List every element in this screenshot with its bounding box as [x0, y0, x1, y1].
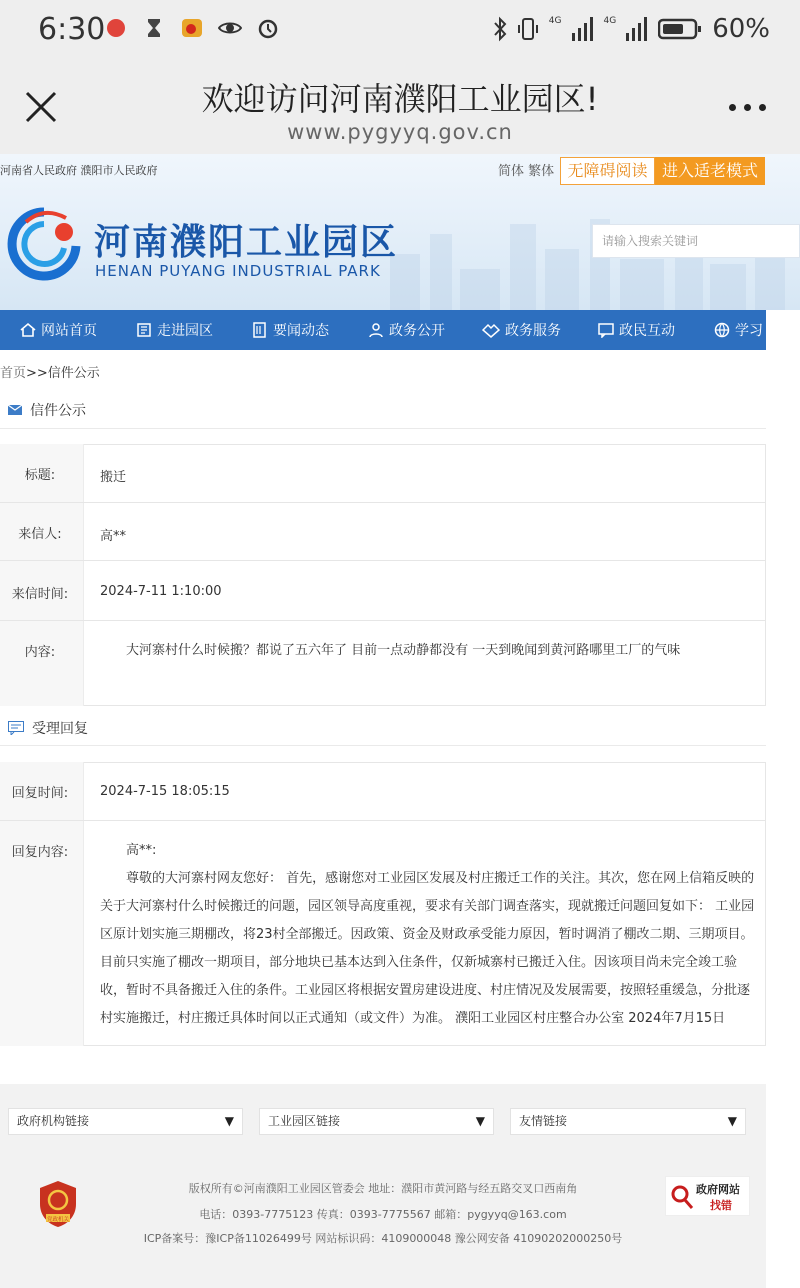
- reply-content-label: 回复内容:: [11, 845, 69, 860]
- home-icon: [20, 322, 36, 338]
- park-logo-icon: [6, 206, 82, 282]
- divider: [0, 428, 766, 429]
- nav-study-label: 学习: [735, 323, 763, 339]
- main-nav: [0, 310, 766, 350]
- elder-mode-button[interactable]: 进入适老模式: [655, 157, 765, 185]
- gov-site-error-badge[interactable]: [665, 1176, 750, 1216]
- table-row: [0, 762, 766, 820]
- status-right: [493, 14, 770, 44]
- gov-links-select-label: 政府机构链接: [17, 1114, 90, 1128]
- park-links-select-label: 工业园区链接: [268, 1114, 341, 1128]
- book-icon: [136, 322, 152, 338]
- reply-icon: [8, 721, 24, 735]
- hourglass-icon: [142, 16, 166, 40]
- table-row: [0, 620, 766, 706]
- nav-home-label: 网站首页: [41, 323, 97, 339]
- bluetooth-icon: [493, 16, 507, 42]
- letter-time-label: 来信时间:: [11, 587, 69, 602]
- friend-links-select-label: 友情链接: [519, 1114, 568, 1128]
- battery-percent: 60%: [712, 14, 770, 44]
- eye-icon: [218, 16, 242, 40]
- nav-news-label: 要闻动态: [273, 323, 329, 339]
- news-icon: [252, 322, 268, 338]
- page-title: 欢迎访问河南濮阳工业园区!: [201, 80, 599, 118]
- nav-gov-open-label: 政务公开: [389, 323, 445, 339]
- letter-time-value: 2024-7-11 1:10:00: [100, 584, 222, 599]
- status-bar: [0, 0, 800, 62]
- letter-content-label: 内容:: [24, 645, 56, 660]
- gov-site-label: 政府网站: [696, 1183, 740, 1196]
- gov-links[interactable]: 河南省人民政府 濮阳市人民政府: [0, 164, 158, 177]
- battery-icon: [658, 17, 702, 41]
- find-error-label: 找错: [710, 1199, 732, 1212]
- brand-name-cn: 河南濮阳工业园区: [94, 222, 399, 263]
- gov-links-select[interactable]: [8, 1108, 243, 1135]
- nav-gov-service[interactable]: [482, 320, 561, 340]
- nav-interaction[interactable]: [598, 320, 675, 340]
- browser-title-bar: [0, 62, 800, 154]
- status-time: 6:30: [38, 12, 106, 47]
- divider: [0, 745, 766, 746]
- handshake-icon: [482, 322, 500, 338]
- nav-home[interactable]: [20, 320, 97, 340]
- footer-icp[interactable]: ICP备案号：豫ICP备11026499号 网站标识码：4109000048 豫公网安备 41090202000250号: [143, 1232, 623, 1245]
- table-row: [0, 560, 766, 620]
- nav-gov-open[interactable]: [368, 320, 445, 340]
- time-label-cell: [0, 561, 84, 620]
- sender-label: 来信人:: [18, 527, 62, 542]
- search-input[interactable]: 请输入搜索关键词: [592, 224, 800, 258]
- nav-about[interactable]: [136, 320, 213, 340]
- letter-section-title: 信件公示: [30, 403, 86, 419]
- app-notification-icon: [104, 16, 128, 40]
- chevron-down-icon: ▼: [475, 1114, 485, 1128]
- alarm-icon: [256, 16, 280, 40]
- people-icon: [368, 322, 384, 338]
- chevron-down-icon: ▼: [727, 1114, 737, 1128]
- table-row: [0, 820, 766, 1046]
- friend-links-select[interactable]: [510, 1108, 746, 1135]
- more-menu-icon[interactable]: [729, 104, 766, 111]
- title-label-cell: [0, 444, 84, 502]
- reply-section-header: [8, 718, 88, 738]
- weibo-icon: [180, 16, 204, 40]
- reply-body: 尊敬的大河寨村网友您好： 首先，感谢您对工业园区发展及村庄搬迁工作的关注。其次，您在网上信箱反映的关于大河寨村什么时候搬迁的问题，园区领导高度重视，要求有关部门调查落实，现就搬迁问题回复如下： 工业园区原计划实施三期棚改，将23村全部搬迁。因政策、资金及财政承受能力原因，暂时调消了棚改二期、三期项目。目前只实施了棚改一期项目，部分地块已基本达到入住条件，仅新城寨村已搬迁入住。因该项目尚未完全竣工验收，暂时不具备搬迁入住的条件。工业园区将根据安置房建设进度、村庄情况及发展需要，按照轻重缓急，分批逐村实施搬迁，村庄搬迁具体时间以正式通知（或文件）为准。 濮阳工业园区村庄整合办公室 2024年7月15日: [100, 871, 755, 1026]
- reply-content-label-cell: [0, 821, 84, 1046]
- title-label: 标题:: [24, 468, 56, 483]
- footer-right-blank: [766, 1084, 800, 1288]
- brand-name-en: HENAN PUYANG INDUSTRIAL PARK: [95, 262, 381, 280]
- mail-icon: [8, 404, 22, 416]
- breadcrumb-home[interactable]: 首页: [0, 366, 27, 381]
- signal-icon-2: [626, 17, 648, 41]
- reply-time-label-cell: [0, 762, 84, 820]
- page-url: www.pygyyq.gov.cn: [287, 120, 513, 144]
- accessibility-button[interactable]: 无障碍阅读: [560, 157, 655, 185]
- site-header: [0, 154, 800, 310]
- content-label-cell: [0, 621, 84, 706]
- language-switch[interactable]: 简体 繁体: [498, 164, 555, 179]
- table-row: [0, 444, 766, 502]
- sender-value: 高**: [100, 529, 127, 544]
- park-links-select[interactable]: [259, 1108, 494, 1135]
- globe-icon: [714, 322, 730, 338]
- notification-icons: [104, 16, 280, 40]
- chevron-down-icon: ▼: [224, 1114, 234, 1128]
- footer: [0, 1084, 766, 1288]
- nav-news[interactable]: [252, 320, 329, 340]
- network-type-2: 4G: [603, 16, 617, 26]
- magnifier-icon: [670, 1183, 694, 1211]
- sender-label-cell: [0, 503, 84, 560]
- nav-interaction-label: 政民互动: [619, 323, 675, 339]
- table-row: [0, 502, 766, 560]
- vibrate-icon: [517, 16, 539, 42]
- badge-left-text: 党政机关: [46, 1217, 70, 1223]
- network-type-1: 4G: [548, 16, 562, 26]
- footer-copyright: 版权所有©河南濮阳工业园区管委会 地址：濮阳市黄河路与经五路交叉口西南角: [188, 1182, 578, 1195]
- reply-time-label: 回复时间:: [11, 786, 69, 801]
- reply-greeting: 高**:: [126, 843, 157, 858]
- footer-contact: 电话：0393-7775123 传真：0393-7775567 邮箱：pygyyq@163.com: [199, 1208, 567, 1221]
- nav-about-label: 走进园区: [157, 323, 213, 339]
- nav-gov-service-label: 政务服务: [505, 323, 561, 339]
- letter-content-value: 大河寨村什么时候搬？都说了五六年了 目前一点动静都没有 一天到晚闻到黄河路哪里工厂的气味: [126, 643, 681, 658]
- breadcrumb-current: >>信件公示: [26, 366, 100, 381]
- breadcrumb: [0, 362, 100, 381]
- letter-section-header: [8, 400, 86, 420]
- nav-study[interactable]: [714, 320, 763, 340]
- signal-icon-1: [572, 17, 594, 41]
- reply-time-value: 2024-7-15 18:05:15: [100, 784, 230, 799]
- title-value: 搬迁: [100, 470, 127, 485]
- reply-section-title: 受理回复: [32, 721, 88, 737]
- chat-icon: [598, 322, 614, 338]
